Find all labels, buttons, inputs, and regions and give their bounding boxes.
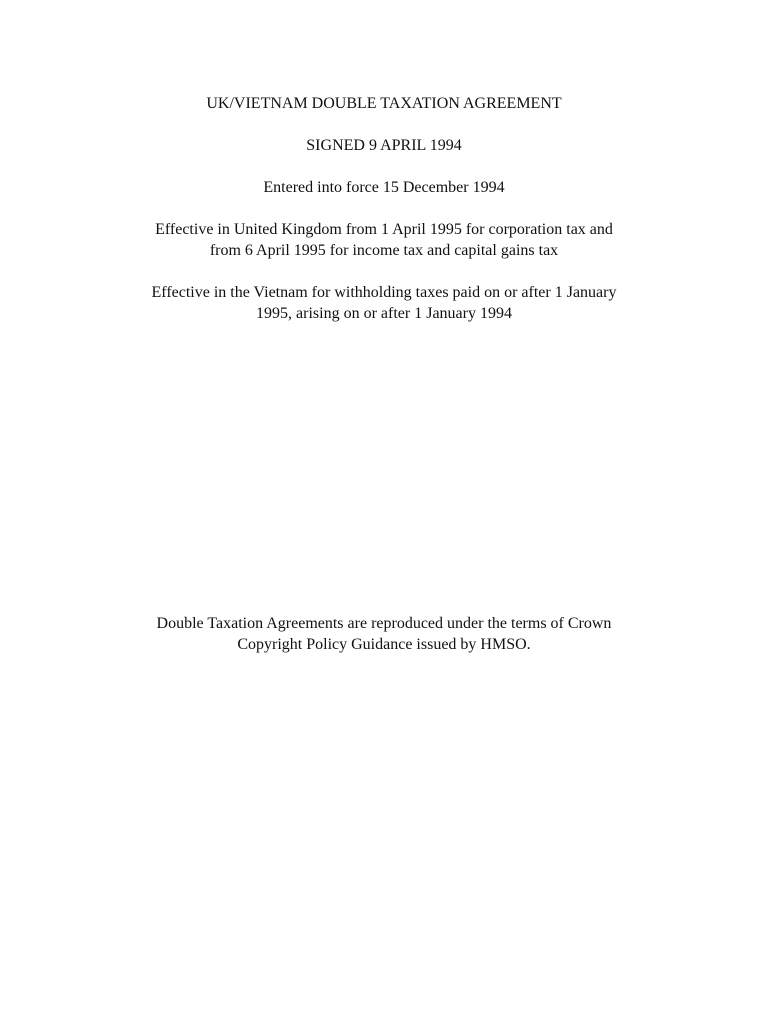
effective-uk-line-1: Effective in United Kingdom from 1 April 1995 for corporation tax and [155, 221, 613, 238]
signed-date [100, 135, 668, 156]
copyright-note-line-2: Copyright Policy Guidance issued by HMSO. [237, 636, 531, 653]
signed-date-text: SIGNED 9 APRIL 1994 [306, 137, 462, 154]
document-title [100, 93, 668, 114]
entered-into-force [100, 177, 668, 198]
document-title-text: UK/VIETNAM DOUBLE TAXATION AGREEMENT [206, 95, 562, 112]
effective-vietnam-line-2: 1995, arising on or after 1 January 1994 [256, 305, 512, 322]
copyright-note [100, 613, 668, 655]
entered-into-force-text: Entered into force 15 December 1994 [263, 179, 505, 196]
effective-vietnam-line-1: Effective in the Vietnam for withholding taxes paid on or after 1 January [151, 284, 617, 301]
effective-uk-line-2: from 6 April 1995 for income tax and capital gains tax [209, 242, 559, 259]
effective-uk-paragraph [100, 219, 668, 261]
effective-vietnam-paragraph [100, 282, 668, 324]
copyright-note-line-1: Double Taxation Agreements are reproduced under the terms of Crown [156, 615, 612, 632]
